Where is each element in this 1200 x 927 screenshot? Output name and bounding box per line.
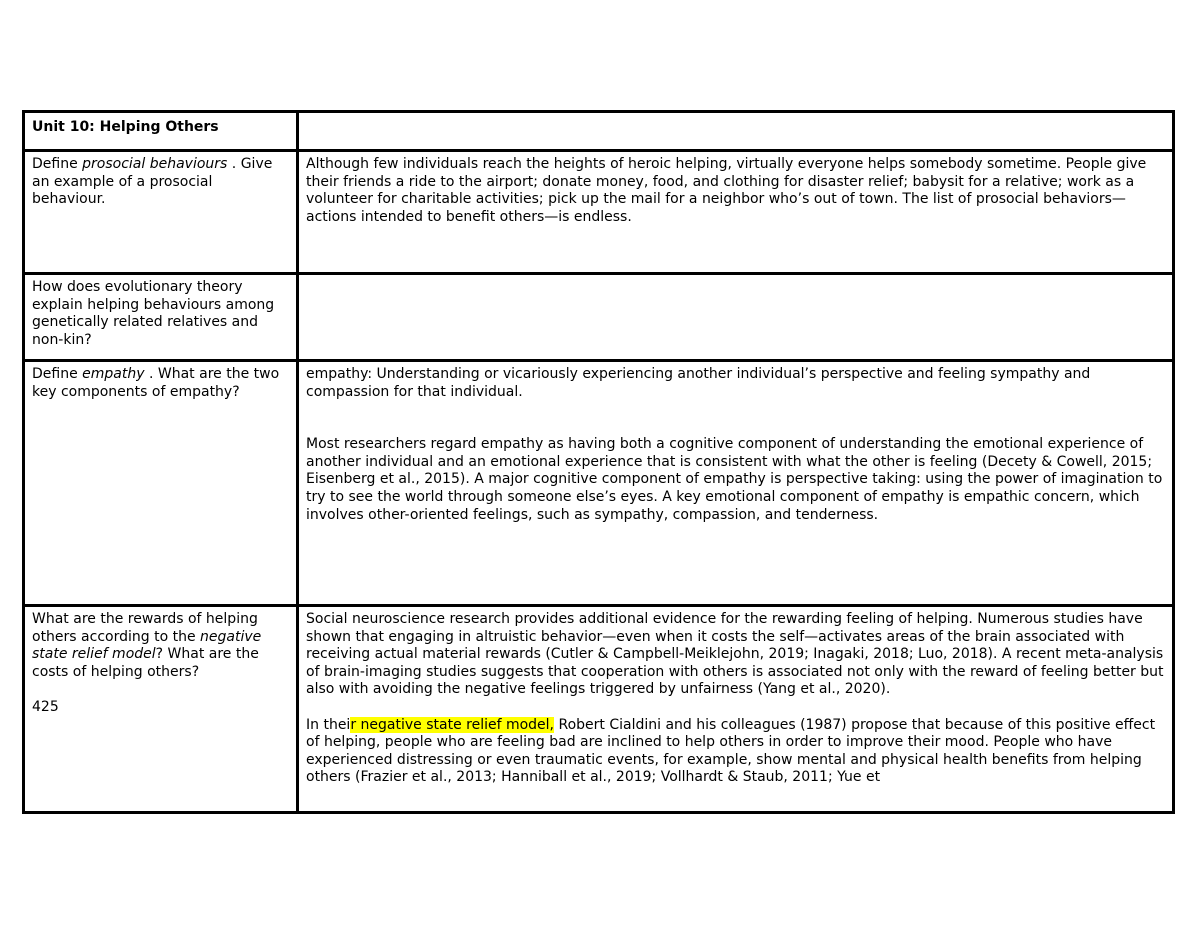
highlighted-text: r negative state relief model,: [350, 716, 555, 733]
question-text: . Give an example of a prosocial behaviour.: [32, 156, 273, 208]
answer-cell: [298, 606, 1174, 813]
answer-text: In thei: [306, 716, 351, 733]
question-text: ? What are the costs of helping others?: [32, 646, 259, 680]
unit-title: Unit 10: Helping Others: [24, 112, 298, 151]
answer-paragraph: Although few individuals reach the heights of heroic helping, virtually everyone helps somebody sometime. People give their friends a ride to the airport; donate money, food, and clothing for disaster relief; babysit for a relative; work as a volunteer for charitable activities; pick up the mail for a neighbor who’s out of town. The list of prosocial behaviors—actions intended to benefit others—is endless.: [306, 156, 1147, 225]
answer-paragraph: Social neuroscience research provides additional evidence for the rewarding feeling of helping. Numerous studies have shown that engaging in altruistic behavior—even when it costs the self—activates areas of the brain associated with receiving actual material rewards (Cutler & Campbell-Meiklejohn, 2019; Inagaki, 2018; Luo, 2018). A recent meta-analysis of brain-imaging studies suggests that cooperation with others is associated not only with the reward of feeling better but also with avoiding the negative feelings triggered by unfairness (Yang et al., 2020).: [306, 611, 1164, 698]
answer-text: Robert Cialdini and his colleagues (1987) propose that because of this positive effect of helping, people who are feeling bad are inclined to help others in order to improve their mood. People who have experienced distressing or even traumatic events, for example, show mental and physical health benefits from helping others (Frazier et al., 2013; Hanniball et al., 2019; Vollhardt & Staub, 2011; Yue et: [306, 716, 1156, 786]
answer-cell: [298, 274, 1174, 361]
question-term: empathy: [82, 366, 145, 382]
answer-cell: [298, 151, 1174, 274]
question-text: Define: [32, 156, 83, 172]
page-reference: 425: [32, 698, 59, 715]
table-row: [24, 361, 1174, 606]
question-term: prosocial behaviours: [82, 156, 228, 172]
answer-paragraph: [306, 717, 1166, 787]
question-text: What are the rewards of helping others according to the: [32, 611, 258, 645]
answer-cell: [298, 112, 1174, 151]
question-cell: [24, 151, 298, 274]
question-cell: [24, 606, 298, 813]
question-text: . What are the two key components of empathy?: [32, 366, 280, 400]
table-row: [24, 151, 1174, 274]
question-term: negative state relief model: [32, 628, 262, 663]
answer-cell: [298, 361, 1174, 606]
worksheet-table: [22, 110, 1175, 814]
table-row: [24, 606, 1174, 813]
answer-paragraph: Most researchers regard empathy as having both a cognitive component of understanding the emotional experience of another individual and an emotional experience that is consistent with what the other is feeling (Decety & Cowell, 2015; Eisenberg et al., 2015). A major cognitive component of empathy is perspective taking: using the power of imagination to try to see the world through someone else’s eyes. A key emotional component of empathy is empathic concern, which involves other-oriented feelings, such as sympathy, compassion, and tenderness.: [306, 436, 1163, 523]
table-row: [24, 112, 1174, 151]
question-cell: [24, 361, 298, 606]
table-row: [24, 274, 1174, 361]
question-text: Define: [32, 366, 83, 382]
answer-paragraph: empathy: Understanding or vicariously experiencing another individual’s perspective and feeling sympathy and compassion for that individual.: [306, 366, 1091, 400]
question-cell: How does evolutionary theory explain helping behaviours among genetically related relatives and non-kin?: [24, 274, 298, 361]
